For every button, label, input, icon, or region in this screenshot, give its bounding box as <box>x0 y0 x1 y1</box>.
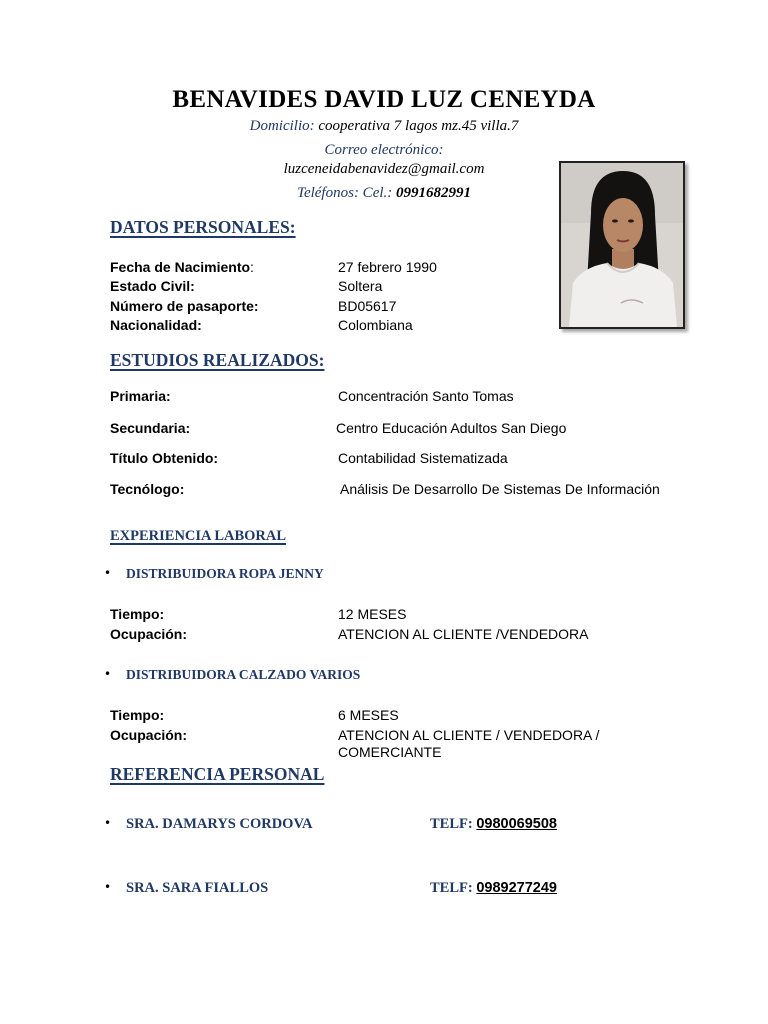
row-value: 6 MESES <box>338 707 399 723</box>
address-label: Domicilio: <box>249 118 315 134</box>
reference-name: SRA. DAMARYS CORDOVA <box>126 816 313 832</box>
address-line <box>0 118 768 135</box>
reference-name: SRA. SARA FIALLOS <box>126 880 269 896</box>
section-title-work-experience: EXPERIENCIA LABORAL <box>110 528 287 544</box>
row-label: Primaria: <box>110 388 171 404</box>
row-value: 12 MESES <box>338 606 407 622</box>
candidate-name: BENAVIDES DAVID LUZ CENEYDA <box>172 86 596 113</box>
section-title-studies: ESTUDIOS REALIZADOS: <box>110 350 325 370</box>
phone-number-link[interactable]: 0989277249 <box>476 880 557 896</box>
row-value: Colombiana <box>338 317 413 333</box>
bullet-icon: • <box>104 816 112 830</box>
section-title-references: REFERENCIA PERSONAL <box>110 764 325 784</box>
row-label: Tiempo: <box>110 707 165 723</box>
address-value: cooperativa 7 lagos mz.45 villa.7 <box>318 118 519 134</box>
row-value: Contabilidad Sistematizada <box>338 450 508 466</box>
phone-number-link[interactable]: 0980069508 <box>476 816 557 832</box>
row-value: ATENCION AL CLIENTE / VENDEDORA / <box>338 727 600 743</box>
row-value: Concentración Santo Tomas <box>338 388 514 404</box>
row-value: BD05617 <box>338 298 397 314</box>
row-value: 27 febrero 1990 <box>338 259 437 275</box>
phone-label: Teléfonos: Cel.: <box>296 185 393 201</box>
row-label: Secundaria: <box>110 420 191 436</box>
job-company: DISTRIBUIDORA ROPA JENNY <box>126 566 324 581</box>
phone-label: TELF: <box>430 880 473 896</box>
row-label: Ocupación: <box>110 626 188 642</box>
bullet-icon: • <box>104 566 112 580</box>
email-label: Correo electrónico: <box>324 142 444 158</box>
row-label: Estado Civil: <box>110 278 195 294</box>
bullet-icon: • <box>104 880 112 894</box>
portrait-image <box>561 163 683 327</box>
row-value: Centro Educación Adultos San Diego <box>336 420 567 436</box>
reference-phone <box>430 880 557 897</box>
job-company: DISTRIBUIDORA CALZADO VARIOS <box>126 667 361 682</box>
row-label: Nacionalidad: <box>110 317 202 333</box>
row-label: Título Obtenido: <box>110 450 219 466</box>
phone-label: TELF: <box>430 816 473 832</box>
bullet-icon: • <box>104 667 112 681</box>
email-value: luzceneidabenavidez@gmail.com <box>283 161 485 177</box>
profile-photo <box>559 161 685 329</box>
row-label: Tecnólogo: <box>110 481 185 497</box>
row-label: Fecha de Nacimiento <box>110 259 251 275</box>
row-value: ATENCION AL CLIENTE /VENDEDORA <box>338 626 589 642</box>
row-value: Soltera <box>338 278 383 294</box>
row-value: COMERCIANTE <box>338 744 442 760</box>
row-label: Tiempo: <box>110 606 165 622</box>
row-label: Número de pasaporte: <box>110 298 259 314</box>
phone-value: 0991682991 <box>396 185 472 201</box>
reference-phone <box>430 816 557 833</box>
section-title-personal-data: DATOS PERSONALES: <box>110 217 296 237</box>
row-value: Análisis De Desarrollo De Sistemas De Información <box>340 481 660 497</box>
row-label-colon: : <box>250 259 254 275</box>
row-label: Ocupación: <box>110 727 188 743</box>
